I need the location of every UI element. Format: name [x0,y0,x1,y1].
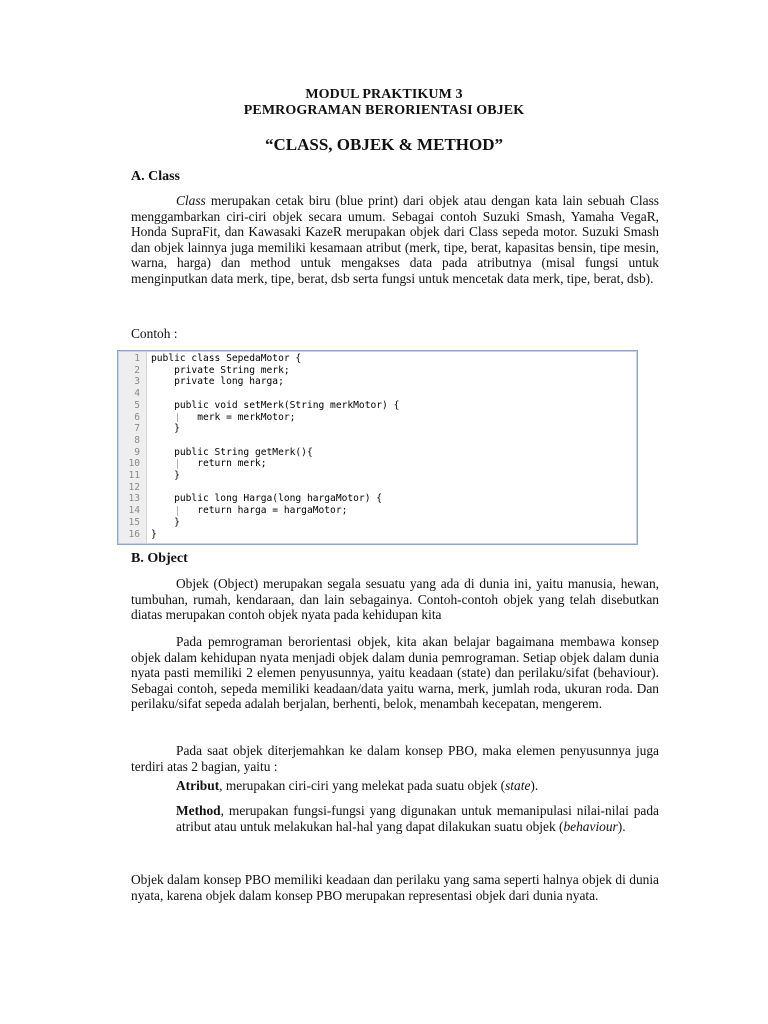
object-paragraph-4: Objek dalam konsep PBO memiliki keadaan dan perilaku yang sama seperti halnya objek di dunia nyata, karena objek dalam konsep PBO merupakan representasi objek dari dunia nyata. [131,872,659,903]
indent-guide [177,506,178,516]
atribut-item [176,778,659,794]
code-line [118,376,637,388]
line-number: 3 [134,376,140,388]
code-text: merk = merkMotor; [151,411,296,423]
code-text: public void setMerk(String merkMotor) { [151,399,400,411]
line-number: 5 [134,399,140,411]
code-listing [117,350,638,545]
class-word: Class [176,193,206,208]
code-line [118,505,637,517]
code-text: public class SepedaMotor { [151,353,302,364]
method-term: Method [176,803,221,818]
code-line [118,412,637,424]
line-number: 7 [134,423,140,435]
code-text: } [151,470,180,481]
code-text: public String getMerk(){ [151,446,313,458]
atribut-end: ). [530,778,539,793]
object-paragraph-3: Pada saat objek diterjemahkan ke dalam konsep PBO, maka elemen penyusunnya juga terdiri atas 2 bagian, yaitu : [131,743,659,774]
indent-guide [177,459,178,469]
line-number: 2 [134,364,140,376]
atribut-term: Atribut [176,778,220,793]
method-end: ). [617,818,626,834]
example-label: Contoh : [131,326,178,341]
code-line [118,447,637,459]
code-line [118,423,637,435]
class-paragraph-text: merupakan cetak biru (blue print) dari objek atau dengan kata lain sebuah Class menggambarkan ciri-ciri objek secara umum. Sebagai contoh Suzuki Smash, Yamaha VegaR, Honda SupraFit, dan Kawasaki KazeR merupakan objek dari Class sepeda motor. Suzuki Smash dan objek lainnya juga memiliki kesamaan atribut (merk, tipe, berat, kapasitas bensin, tipe mesin, warna, harga) dan method untuk mengakses data pada atributnya (misal fungsi untuk menginputkan data merk, tipe, berat, dsb serta fungsi untuk mencetak data merk, tipe, berat, dsb). [131,193,659,286]
code-line [118,470,637,482]
line-number: 12 [128,481,140,493]
atribut-desc: , merupakan ciri-ciri yang melekat pada suatu objek ( [219,778,506,793]
line-number: 11 [128,470,140,481]
code-line [118,353,637,365]
method-item [176,803,659,834]
section-a-heading: A. Class [131,169,181,184]
object-paragraph-1: Objek (Object) merupakan segala sesuatu yang ada di dunia ini, yaitu manusia, hewan, tumbuhan, rumah, kendaraan, dan lain sebagainya. Contoh-contoh objek yang telah disebutkan diatas merupakan contoh objek nyata pada kehidupan kita [131,576,659,622]
code-line [118,400,637,412]
indent-guide [177,413,178,423]
line-number: 14 [128,505,140,517]
line-number: 9 [134,446,140,458]
code-line [118,388,637,400]
line-number: 8 [134,434,140,446]
code-text: } [151,528,157,540]
line-number: 15 [128,516,140,528]
code-line [118,458,637,470]
class-paragraph [131,193,659,286]
module-label: MODUL PRAKTIKUM 3 [305,87,463,102]
line-number: 16 [128,528,140,540]
code-text: private long harga; [151,376,284,388]
line-number: 6 [134,411,140,423]
code-text: } [151,516,180,528]
code-line [118,517,637,529]
code-line [118,365,637,377]
section-b-heading: B. Object [131,551,188,566]
code-line [118,435,637,447]
code-text: private String merk; [151,364,290,376]
course-title: PEMROGRAMAN BERORIENTASI OBJEK [243,103,525,118]
code-text: return merk; [151,458,267,470]
line-number: 1 [134,353,140,364]
code-text: public long Harga(long hargaMotor) { [151,493,383,505]
code-text: } [151,423,180,435]
code-line [118,493,637,505]
code-line [118,482,637,494]
method-desc: , merupakan fungsi-fungsi yang digunakan untuk memanipulasi nilai-nilai pada atribut atau untuk melakukan hal-hal yang dapat dilakukan suatu objek ( [176,803,659,834]
page-title: “CLASS, OBJEK & METHOD” [264,135,504,154]
line-number: 13 [128,493,140,505]
code-text: return harga = hargaMotor; [151,505,348,517]
code-line [118,529,637,541]
method-em: behaviour [563,818,618,834]
line-number: 4 [134,388,140,400]
line-number: 10 [128,458,140,470]
object-paragraph-2: Pada pemrograman berorientasi objek, kita akan belajar bagaimana membawa konsep objek dalam kehidupan nyata menjadi objek dalam dunia pemrograman. Setiap objek dalam dunia nyata pasti memiliki 2 elemen penyusunnya, yaitu keadaan (state) dan perilaku/sifat (behaviour). Sebagai contoh, sepeda memiliki keadaan/data yaitu warna, merk, jumlah roda, ukuran roda. Dan perilaku/sifat sepeda adalah berjalan, berhenti, belok, menambah kecepatan, mengerem. [131,634,659,711]
atribut-em: state [505,778,531,793]
